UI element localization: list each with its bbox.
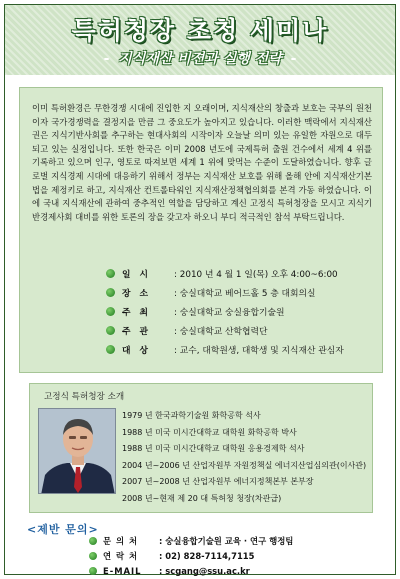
seminar-info-box [19, 87, 383, 373]
subtitle-dash-left: - [103, 51, 110, 67]
seminar-poster [4, 4, 396, 575]
contact-row-phone [89, 548, 389, 563]
contact-value: : 숭실융합기술원 교육 · 연구 행정팀 [159, 535, 294, 546]
bullet-icon [106, 269, 115, 278]
subtitle-dash-right: - [290, 51, 297, 67]
career-item: 2004 년~2006 년 산업자원부 자원정책실 에너지산업심의관(이사관) [122, 460, 367, 470]
career-item: 2007 년~2008 년 산업자원부 에너지정책본부 본부장 [122, 477, 314, 486]
contact-row-email [89, 563, 389, 578]
contact-info [89, 533, 389, 578]
portrait-image [39, 409, 116, 494]
poster-title: 특허청장 초청 세미나 [71, 16, 329, 45]
poster-subtitle [5, 48, 395, 68]
detail-value: : 2010 년 4 월 1 일(목) 오후 4:00~6:00 [174, 270, 338, 280]
contact-label: E-MAIL [103, 565, 142, 576]
speaker-career-list [122, 408, 368, 507]
detail-label: 장 소 [122, 289, 152, 299]
detail-label: 주 최 [122, 308, 152, 318]
contact-label: 연 락 처 [103, 550, 139, 561]
career-item: 1988 년 미국 미시간대학교 대학원 응용경제학 석사 [122, 444, 305, 453]
contact-heading: <제반 문의> [27, 523, 99, 536]
detail-label: 주 관 [122, 327, 152, 337]
detail-label: 일 시 [122, 270, 152, 280]
detail-row-host [106, 302, 376, 321]
speaker-photo [38, 408, 116, 494]
detail-row-audience [106, 340, 376, 359]
speaker-profile-box [29, 383, 373, 513]
detail-row-organizer [106, 321, 376, 340]
poster-header [5, 5, 395, 75]
subtitle-text: 지식재산 비젼과 실행 전략 [118, 51, 282, 67]
detail-row-venue [106, 283, 376, 302]
bullet-icon [106, 326, 115, 335]
detail-value: : 숭실대학교 숭실융합기술원 [174, 308, 285, 318]
detail-row-date [106, 264, 376, 283]
bullet-icon [89, 567, 97, 575]
contact-label: 문 의 처 [103, 535, 139, 546]
career-item: 2008 년~현재 제 20 대 특허청 청장(차관급) [122, 493, 282, 503]
bullet-icon [106, 307, 115, 316]
detail-label: 대 상 [122, 346, 152, 356]
detail-value: : 숭실대학교 산학협력단 [174, 327, 268, 337]
detail-value: : 교수, 대학원생, 대학생 및 지식재산 관심자 [174, 346, 344, 356]
bullet-icon [89, 537, 97, 545]
contact-row-office [89, 533, 389, 548]
career-item: 1988 년 미국 미시간대학교 대학원 화학공학 박사 [122, 427, 297, 437]
event-details [106, 264, 376, 359]
bullet-icon [106, 288, 115, 297]
detail-value: : 숭실대학교 베어드홀 5 층 대회의실 [174, 289, 316, 299]
contact-value: : scgang@ssu.ac.kr [159, 565, 250, 576]
bullet-icon [106, 345, 115, 354]
contact-value: : 02) 828-7114,7115 [159, 550, 255, 561]
bullet-icon [89, 552, 97, 560]
intro-paragraph: 이미 특허환경은 무한경쟁 시대에 진입한 지 오래이며, 지식재산의 창출과 보호는 국부의 원천이자 국가경쟁력을 결정지을 만큼 그 중요도가 높아지고 있습니다. 이러한 맥락에서 지식재산권은 지식기반사회를 추구하는 현대사회의 시작이자 오늘날 의미 있는 유일한 자원으로 대두되고 있는 실정입니다. 또한 한국은 이미 2008 년도에 국제특허 출원 건수에서 세계 4 위를 기록하고 있으며 인구, 영토로 따져보면 세계 1 위에 맞먹는 수준이 도달하였습니다. 향후 글로벌 지식경제 시대에 대응하기 위해서 정부는 지식재산 보호를 위해 올해 안에 지식재산기본법을 제정키로 하고, 지식재산 컨트롤타워인 지식재산정책협의회를 본격 가동 하였습니다. 이에 국내 지식재산에 관하여 중추적인 역할을 담당하고 계신 고정식 특허청장을 모시고 지식기반경제사회 대비를 위한 토론의 장을 갖고자 하오니 부디 적극적인 참석 부탁드립니다. [32, 103, 372, 222]
career-item: 1979 년 한국과학기술원 화학공학 석사 [122, 411, 261, 420]
speaker-title: 고정식 특허청장 소개 [44, 392, 125, 402]
